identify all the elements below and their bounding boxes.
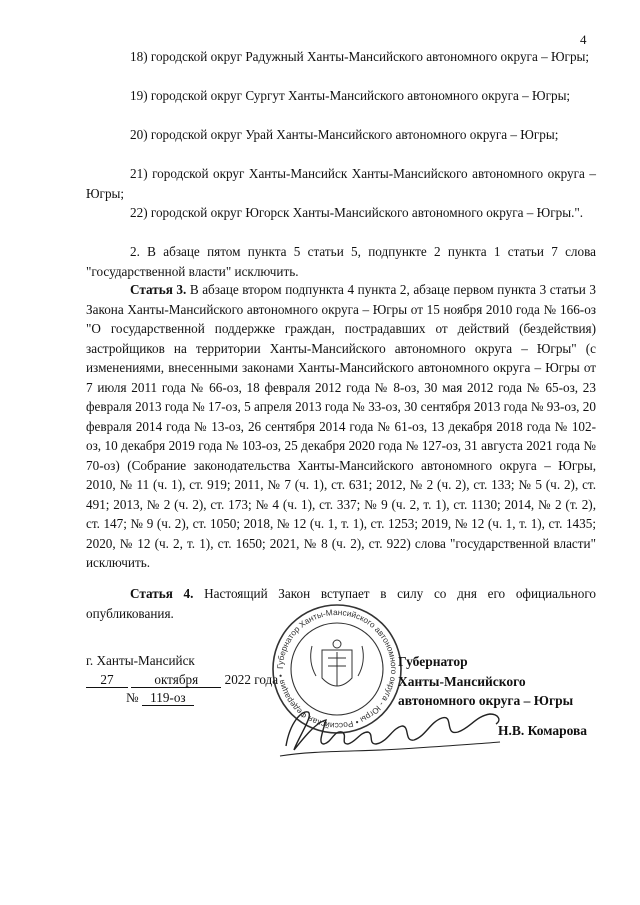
list-item-20: 20) городской округ Урай Ханты-Мансийского автономного округа – Югры; xyxy=(130,127,559,142)
date-year: 2022 года xyxy=(224,671,279,687)
date-month: октября xyxy=(131,673,221,688)
coat-of-arms-emblem xyxy=(311,640,364,686)
paragraph-2: 2. В абзаце пятом пункта 5 статьи 5, подпункте 2 пункта 1 статьи 7 слова "государственной власти" исключить. xyxy=(86,244,596,279)
seal-text: Губернатор Ханты-Мансийского автономного округа - Югры • Российская Федерация • xyxy=(274,606,400,732)
city: г. Ханты-Мансийск xyxy=(86,653,195,668)
law-number: 119-оз xyxy=(142,691,194,706)
article-4-title: Статья 4. xyxy=(130,586,194,601)
list-item-22: 22) городской округ Югорск Ханты-Мансийского автономного округа – Югры.". xyxy=(130,205,584,220)
list-item-21: 21) городской округ Ханты-Мансийск Ханты-Мансийского автономного округа – Югры; xyxy=(86,166,596,201)
article-4-text: Настоящий Закон вступает в силу со дня его официального опубликования. xyxy=(86,586,597,621)
list-item-18: 18) городской округ Радужный Ханты-Мансийского автономного округа – Югры; xyxy=(130,49,590,64)
page-number: 4 xyxy=(580,32,587,47)
law-date-number xyxy=(86,652,278,708)
governor-title-line-3: автономного округа – Югры xyxy=(398,693,574,708)
governor-title-line-1: Губернатор xyxy=(398,654,468,669)
law-number-line xyxy=(86,689,278,708)
article-3-text: В абзаце втором подпункта 4 пункта 2, абзаце первом пункта 3 статьи 3 Закона Ханты-Мансийского автономного округа – Югры от 15 ноября 2010 года № 166-оз "О государственной поддержке граждан, пострадавших от действий (бездействия) застройщиков на территории Ханты-Мансийского автономного округа – Югры" (с изменениями, внесенными законами Ханты-Мансийского автономного округа – Югры от 7 июля 2011 года № 66-оз, 18 февраля 2012 года № 8-оз, 30 мая 2012 года № 65-оз, 23 февраля 2013 года № 17-оз, 5 апреля 2013 года № 33-оз, 30 сентября 2013 года № 93-оз, 20 февраля 2014 года № 13-оз, 26 сентября 2014 года № 61-оз, 13 декабря 2018 года № 102-оз, 10 декабря 2019 года № 103-оз, 25 декабря 2020 года № 127-оз, 31 августа 2021 года № 70-оз) (Собрание законодательства Ханты-Мансийского автономного округа – Югры, 2010, № 11 (ч. 1), ст. 919; 2011, № 7 (ч. 1), ст. 631; 2012, № 2 (ч. 2), ст. 133; № 5 (ч. 2), ст. 491; 2013, № 2 (ч. 2), ст. 173; № 4 (ч. 1), ст. 337; № 9 (ч. 2, т. 1), ст. 1130; 2014, № 2 (т. 2), ст. 147; № 9 (ч. 2), ст. 1050; 2018, № 12 (ч. 1, т. 1), ст. 1253; 2019, № 12 (ч. 1, т. 1), ст. 1435; 2020, № 12 (ч. 2, т. 1), ст. 1650; 2021, № 8 (ч. 2), ст. 922) слова "государственной власти" исключить. xyxy=(86,282,597,570)
date-day: 27 xyxy=(86,673,128,688)
governor-name: Н.В. Комарова xyxy=(498,723,588,738)
handwritten-signature xyxy=(276,702,508,762)
article-3-title: Статья 3. xyxy=(130,282,187,297)
date-line xyxy=(86,671,278,690)
governor-title-line-2: Ханты-Мансийского xyxy=(398,673,526,689)
list-item-19: 19) городской округ Сургут Ханты-Мансийского автономного округа – Югры; xyxy=(130,88,571,103)
law-number-prefix: № xyxy=(126,690,139,705)
article-3 xyxy=(86,280,596,573)
